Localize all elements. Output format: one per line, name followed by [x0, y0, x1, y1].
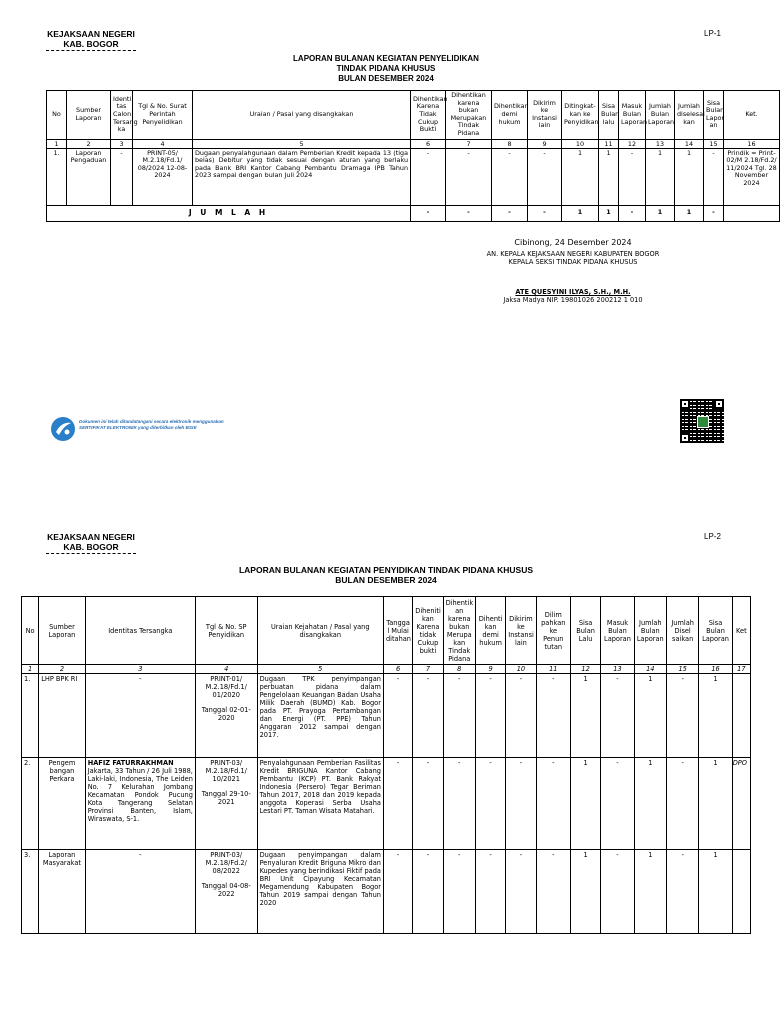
title-line: BULAN DESEMBER 2024 [335, 575, 437, 585]
column-header: Sumber Laporan [67, 91, 111, 140]
title-line: LAPORAN BULANAN KEGIATAN PENYIDIKAN TINDAK PIDANA KHUSUS [238, 565, 534, 575]
total-value: 1 [562, 205, 599, 221]
row-value: - [475, 758, 505, 850]
row-description: Dugaan penyimpangan dalam Penyaluran Kredit Briguna Mikro dan Kupedes yang berindikasi Fiktif pada BRI Unit Cipayung Kecamatan Megamendung Kabupaten Bogor Tahun 2019 sampai dengan Tahun 2020 [257, 850, 383, 934]
column-number: 7 [413, 665, 443, 674]
org-header-lp2 [46, 532, 136, 554]
row-note: Prindik = Print-02/M 2.18/Fd.2/ 11/2024 Tgl. 28 November 2024 [724, 148, 780, 205]
row-value: 1 [675, 148, 704, 205]
column-header: Sisa Bulan Lapor an [704, 91, 724, 140]
column-number: 7 [446, 139, 492, 148]
table-row [22, 674, 751, 758]
row-identity: - [111, 148, 133, 205]
column-number: 15 [704, 139, 724, 148]
row-value: - [443, 674, 475, 758]
row-source: Laporan Masyarakat [39, 850, 86, 934]
place-date: Cibinong, 24 Desember 2024 [514, 238, 632, 247]
row-value: - [506, 850, 536, 934]
column-header: Masuk Bulan Laporan [601, 597, 634, 665]
column-header: No [47, 91, 67, 140]
row-value: - [506, 674, 536, 758]
org-name: KEJAKSAAN NEGERI [47, 532, 135, 542]
title-line: LAPORAN BULANAN KEGIATAN PENYELIDIKAN [293, 54, 479, 63]
row-source: Pengem bangan Perkara [39, 758, 86, 850]
total-value: - [704, 205, 724, 221]
column-header: Ket. [724, 91, 780, 140]
column-header: Sumber Laporan [39, 597, 86, 665]
column-number: 9 [528, 139, 562, 148]
column-number: 8 [492, 139, 528, 148]
suspect-details: Jakarta, 33 Tahun / 26 Juli 1988, Laki-laki, Indonesia, The Leiden No. 7 Kelurahan Jombang Kecamatan Pondok Pucung Kota Tangerang Selatan Provinsi Banten, Islam, Wiraswata, S-1. [87, 767, 193, 823]
row-value: - [383, 674, 412, 758]
org-name: KEJAKSAAN NEGERI [47, 29, 135, 39]
row-value: 1 [634, 758, 666, 850]
column-header: Dilim pahkan ke Penun tutan [536, 597, 570, 665]
column-number: 16 [724, 139, 780, 148]
column-number: 12 [619, 139, 646, 148]
org-region: KAB. BOGOR [46, 542, 136, 554]
column-number: 4 [133, 139, 193, 148]
row-description: Dugaan penyalahgunaan dalam Pemberian Kredit kepada 13 (tiga belas) Debitur yang tidak sesuai dengan aturan yang berlaku pada Bank BRI Kantor Cabang Pembantu Dramaga IPB Tahun 2023 sampai dengan bulan Juli 2024 [193, 148, 411, 205]
row-value: 1 [699, 674, 732, 758]
column-header: Uraian Kejahatan / Pasal yang disangkakan [257, 597, 383, 665]
row-value: 1 [599, 148, 619, 205]
row-identity [85, 758, 195, 850]
row-value: - [536, 674, 570, 758]
row-identity [85, 850, 195, 934]
row-value: - [492, 148, 528, 205]
column-number-row [22, 665, 751, 674]
row-value: - [601, 674, 634, 758]
row-value: - [413, 758, 443, 850]
title-line: TINDAK PIDANA KHUSUS [336, 64, 436, 73]
table-row [47, 148, 780, 205]
column-number: 17 [732, 665, 750, 674]
column-header: Tgl & No. SP Penyidikan [195, 597, 257, 665]
warrant-date: Tanggal 29-10-2021 [201, 790, 251, 806]
suspect-name: HAFIZ FATURRAKHMAN [87, 759, 174, 767]
row-value: 1 [699, 758, 732, 850]
total-label: J U M L A H [47, 205, 411, 221]
warrant-date: Tanggal 04-08-2022 [201, 882, 251, 898]
column-header: Dihentik an karena bukan Merupa kan Tindak Pidana [443, 597, 475, 665]
column-header: Jumlah Disel saikan [666, 597, 698, 665]
row-warrant: PRINT-05/ M.2.18/Fd.1/ 08/2024 12-08-2024 [133, 148, 193, 205]
column-header: Identitas Tersangka [85, 597, 195, 665]
total-value: - [528, 205, 562, 221]
column-header: No [22, 597, 39, 665]
column-header: Jumlah Bulan Laporan [634, 597, 666, 665]
column-header: Masuk Bulan Laporan [619, 91, 646, 140]
column-number: 14 [675, 139, 704, 148]
column-number: 11 [536, 665, 570, 674]
row-value: - [536, 850, 570, 934]
warrant-number: PRINT-03/ M.2.18/Fd.1/ 10/2021 [205, 759, 247, 783]
column-number: 10 [562, 139, 599, 148]
row-value: 1 [646, 148, 675, 205]
row-value: - [666, 850, 698, 934]
table-header-row [22, 597, 751, 665]
row-value: - [413, 850, 443, 934]
row-warrant [195, 674, 257, 758]
total-row [47, 205, 780, 221]
warrant-date: Tanggal 02-01-2020 [201, 706, 251, 722]
column-header: Ket [732, 597, 750, 665]
row-value: - [443, 850, 475, 934]
column-number: 9 [475, 665, 505, 674]
org-region: KAB. BOGOR [46, 39, 136, 51]
column-number: 8 [443, 665, 475, 674]
row-note [732, 674, 750, 758]
total-value: - [411, 205, 446, 221]
column-number: 2 [67, 139, 111, 148]
column-number: 6 [383, 665, 412, 674]
column-number: 10 [506, 665, 536, 674]
column-number: 6 [411, 139, 446, 148]
bsre-note: Dokumen ini telah ditandatangani secara elektronik menggunakan SERTIFIKAT ELEKTRONIK yang diterbitkan oleh BSrE [79, 419, 224, 430]
row-value: - [704, 148, 724, 205]
row-value: 1 [634, 674, 666, 758]
column-header: Jumlah Bulan Laporan [646, 91, 675, 140]
column-header: Uraian / Pasal yang disangkakan [193, 91, 411, 140]
column-header: Identi tas Calon Tersang ka [111, 91, 133, 140]
total-value: 1 [675, 205, 704, 221]
row-value: 1 [570, 674, 600, 758]
column-number: 5 [257, 665, 383, 674]
row-value: - [383, 758, 412, 850]
column-header: Dihentikan karena bukan Merupakan Tindak Pidana [446, 91, 492, 140]
column-header: Tgl & No. Surat Perintah Penyelidikan [133, 91, 193, 140]
column-header: Sisa Bulan lalu [599, 91, 619, 140]
column-number: 13 [646, 139, 675, 148]
column-header: Dikirim ke Instansi lain [506, 597, 536, 665]
row-value: - [536, 758, 570, 850]
total-value: 1 [599, 205, 619, 221]
column-header: Ditingkat-kan ke Penyidikan [562, 91, 599, 140]
column-number-row [47, 139, 780, 148]
column-number: 12 [570, 665, 600, 674]
column-number: 4 [195, 665, 257, 674]
column-header: Tangga l Mulai ditahan [383, 597, 412, 665]
row-value: - [446, 148, 492, 205]
column-number: 11 [599, 139, 619, 148]
column-number: 2 [39, 665, 86, 674]
form-code-lp2: LP-2 [704, 532, 721, 541]
row-value: - [619, 148, 646, 205]
total-value: - [619, 205, 646, 221]
column-number: 1 [47, 139, 67, 148]
column-number: 14 [634, 665, 666, 674]
row-value: - [443, 758, 475, 850]
total-value: - [446, 205, 492, 221]
row-value: - [411, 148, 446, 205]
total-value [724, 205, 780, 221]
row-description: Penyalahgunaan Pemberian Fasilitas Kredit BRIGUNA Kantor Cabang Pembantu (KCP) PT. Bank Rakyat Indonesia (Persero) Tegar Beriman Tahun 2017, 2018 dan 2019 kepada anggota Koperasi Serba Usaha Lestari PT. Taman Wisata Matahari. [257, 758, 383, 850]
row-value: - [475, 850, 505, 934]
warrant-number: PRINT-01/ M.2.18/Fd.1/ 01/2020 [205, 675, 247, 699]
lp2-report-table [21, 596, 751, 934]
lp1-report-table [46, 90, 780, 222]
row-no: 1. [47, 148, 67, 205]
column-header: Jumlah diselesai kan [675, 91, 704, 140]
row-value: - [383, 850, 412, 934]
column-header: Sisa Bulan Laporan [699, 597, 732, 665]
column-header: Dihentikan demi hukum [492, 91, 528, 140]
row-value: - [666, 758, 698, 850]
row-value: - [601, 758, 634, 850]
column-header: Dikirim ke Instansi lain [528, 91, 562, 140]
signer-authority: AN. KEPALA KEJAKSAAN NEGERI KABUPATEN BOGOR [486, 250, 660, 258]
row-no: 3. [22, 850, 39, 934]
org-header-lp1 [46, 29, 136, 51]
report-title-lp1 [200, 54, 572, 84]
row-no: 2. [22, 758, 39, 850]
signature-block [468, 238, 678, 304]
row-value: - [601, 850, 634, 934]
row-note: DPO [732, 758, 750, 850]
row-description: Dugaan TPK penyimpangan perbuatan pidana dalam Pengelolaan Keuangan Badan Usaha Milik Daerah (BUMD) Kab. Bogor pada PT. Prayoga Pertambangan dan Energi (PT. PPE) Tahun Anggaran 2012 sampai dengan 2017. [257, 674, 383, 758]
row-warrant [195, 758, 257, 850]
row-value: - [506, 758, 536, 850]
table-header-row [47, 91, 780, 140]
row-value: - [666, 674, 698, 758]
row-value: - [475, 674, 505, 758]
report-title-lp2 [180, 565, 592, 585]
column-number: 5 [193, 139, 411, 148]
column-number: 13 [601, 665, 634, 674]
total-value: - [492, 205, 528, 221]
row-value: 1 [699, 850, 732, 934]
row-source: Laporan Pengaduan [67, 148, 111, 205]
column-header: Dihenti kan demi hukum [475, 597, 505, 665]
bsre-stamp [50, 415, 230, 443]
column-number: 15 [666, 665, 698, 674]
column-number: 16 [699, 665, 732, 674]
column-number: 3 [111, 139, 133, 148]
total-value: 1 [646, 205, 675, 221]
row-no: 1. [22, 674, 39, 758]
table-row [22, 850, 751, 934]
bsre-logo-icon [50, 416, 76, 442]
row-value: - [413, 674, 443, 758]
row-value: 1 [634, 850, 666, 934]
row-source: LHP BPK RI [39, 674, 86, 758]
row-value: - [528, 148, 562, 205]
signer-position: KEPALA SEKSI TINDAK PIDANA KHUSUS [508, 258, 638, 266]
row-value: 1 [562, 148, 599, 205]
suspect-details: - [139, 675, 142, 683]
row-value: 1 [570, 850, 600, 934]
row-value: 1 [570, 758, 600, 850]
qr-code-icon [680, 399, 724, 443]
row-note [732, 850, 750, 934]
row-warrant [195, 850, 257, 934]
table-row [22, 758, 751, 850]
signer-nip: Jaksa Madya NIP. 19801026 200212 1 010 [503, 296, 643, 304]
title-line: BULAN DESEMBER 2024 [338, 74, 434, 83]
form-code-lp1: LP-1 [704, 29, 721, 38]
warrant-number: PRINT-03/ M.2.18/Fd.2/ 08/2022 [205, 851, 247, 875]
column-number: 1 [22, 665, 39, 674]
signer-name: ATE QUESYINI ILYAS, S.H., M.H. [515, 288, 631, 296]
column-header: Dihentikan Karena Tidak Cukup Bukti [411, 91, 446, 140]
suspect-details: - [139, 851, 142, 859]
column-header: Sisa Bulan Lalu [570, 597, 600, 665]
row-identity [85, 674, 195, 758]
column-header: Diheniti kan Karena tidak Cukup bukti [413, 597, 443, 665]
column-number: 3 [85, 665, 195, 674]
